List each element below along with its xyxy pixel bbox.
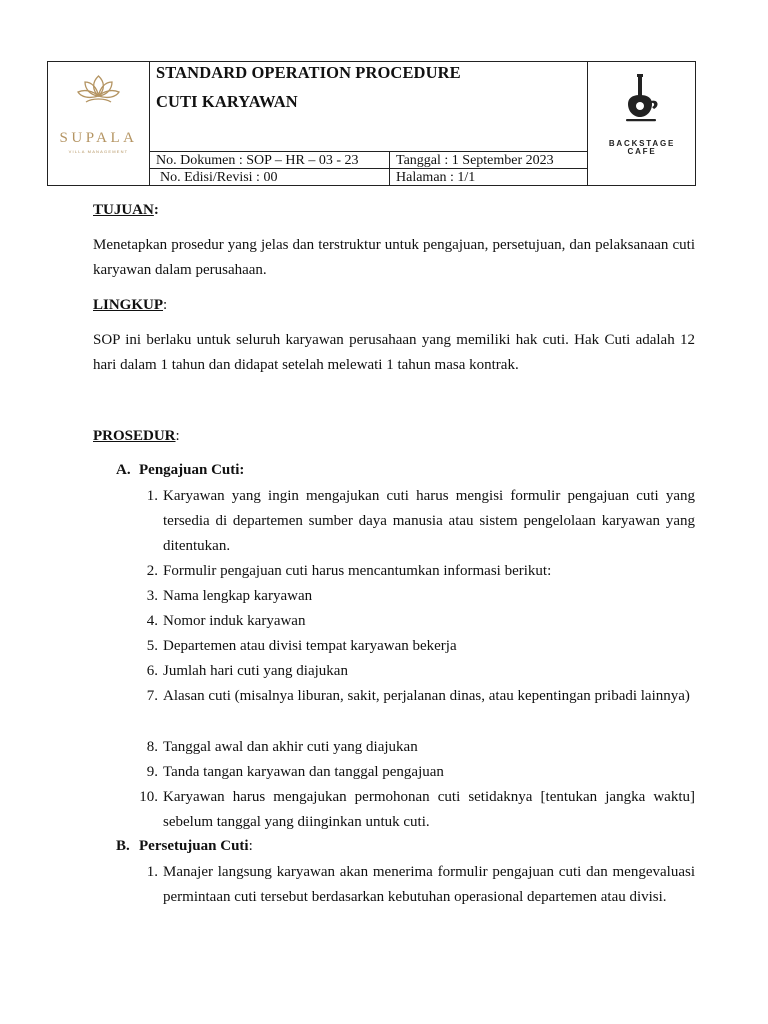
tujuan-heading-line <box>93 198 159 223</box>
list-text: Nama lengkap karyawan <box>163 588 313 604</box>
lotus-icon <box>48 62 149 130</box>
list-number: 2. <box>146 563 158 579</box>
list-number: 6. <box>146 663 158 679</box>
list-text: Tanggal awal dan akhir cuti yang diajukan <box>163 739 418 755</box>
supala-logo-name: SUPALA <box>59 130 138 146</box>
tujuan-colon: : <box>153 202 159 218</box>
list-number: 1. <box>146 864 158 880</box>
section-b-colon: : <box>248 838 253 854</box>
doc-page: Halaman : 1/1 <box>396 170 476 185</box>
lingkup-heading-line <box>93 293 167 318</box>
list-item <box>136 860 695 935</box>
list-text: Nomor induk karyawan <box>163 613 306 629</box>
list-number: 9. <box>146 764 158 780</box>
meta-row-2 <box>149 168 587 186</box>
list-number: 5. <box>146 638 158 654</box>
section-b-heading-line <box>139 838 253 855</box>
list-number: 10. <box>139 789 158 805</box>
backstage-logo-line1: BACKSTAGE <box>608 139 676 148</box>
lingkup-colon: : <box>163 297 168 313</box>
document-subtitle: CUTI KARYAWAN <box>156 92 298 111</box>
tujuan-text: Menetapkan prosedur yang jelas dan terstruktur untuk pengajuan, persetujuan, dan pelaksanaan cuti karyawan dalam perusahaan. <box>93 237 695 278</box>
section-b-title: Persetujuan Cuti <box>139 838 249 854</box>
backstage-cafe-logo <box>587 62 696 185</box>
list-item <box>136 785 695 835</box>
doc-number: No. Dokumen : SOP – HR – 03 - 23 <box>156 153 359 168</box>
section-a-letter: A. <box>116 462 131 478</box>
list-text: Alasan cuti (misalnya liburan, sakit, perjalanan dinas, atau kepentingan pribadi lainnya) <box>163 688 690 704</box>
list-number: 3. <box>146 588 158 604</box>
document-title: STANDARD OPERATION PROCEDURE <box>156 63 461 82</box>
backstage-logo-line2: CAFE <box>627 147 657 156</box>
list-number: 4. <box>146 613 158 629</box>
list-text: Formulir pengajuan cuti harus mencantumkan informasi berikut: <box>163 563 552 579</box>
list-number: 1. <box>146 488 158 504</box>
prosedur-heading: PROSEDUR <box>93 428 176 444</box>
list-text: Tanda tangan karyawan dan tanggal pengajuan <box>163 764 444 780</box>
prosedur-colon: : <box>175 428 180 444</box>
meta-row-1 <box>149 151 587 169</box>
supala-logo-tagline: VILLA MANAGEMENT <box>68 149 129 154</box>
title-block <box>149 62 587 185</box>
document-header <box>47 61 696 186</box>
guitar-cup-icon <box>588 62 696 138</box>
lingkup-heading: LINGKUP <box>93 297 164 313</box>
lingkup-text: SOP ini berlaku untuk seluruh karyawan perusahaan yang memiliki hak cuti. Hak Cuti adalah 12 hari dalam 1 tahun dan didapat setelah melewati 1 tahun masa kontrak. <box>93 332 695 373</box>
list-item <box>136 684 695 734</box>
section-a-title: Pengajuan Cuti: <box>139 462 245 478</box>
doc-date: Tanggal : 1 September 2023 <box>396 153 554 168</box>
list-text: Karyawan harus mengajukan permohonan cuti setidaknya [tentukan jangka waktu] sebelum tanggal yang diinginkan untuk cuti. <box>163 789 695 830</box>
list-text: Jumlah hari cuti yang diajukan <box>163 663 348 679</box>
doc-edition: No. Edisi/Revisi : 00 <box>160 170 278 185</box>
prosedur-heading-line <box>93 424 180 449</box>
section-b-letter: B. <box>116 838 130 854</box>
tujuan-heading: TUJUAN <box>93 202 154 218</box>
list-item <box>136 484 695 559</box>
list-text: Manajer langsung karyawan akan menerima formulir pengajuan cuti dan mengevaluasi permintaan cuti tersebut berdasarkan kebutuhan operasional departemen atau divisi. <box>163 864 695 905</box>
list-number: 7. <box>146 688 158 704</box>
list-number: 8. <box>146 739 158 755</box>
list-text: Departemen atau divisi tempat karyawan bekerja <box>163 638 457 654</box>
supala-logo <box>48 62 150 185</box>
list-text: Karyawan yang ingin mengajukan cuti harus mengisi formulir pengajuan cuti yang tersedia di departemen sumber daya manusia atau sistem pengelolaan karyawan yang ditentukan. <box>163 488 695 554</box>
